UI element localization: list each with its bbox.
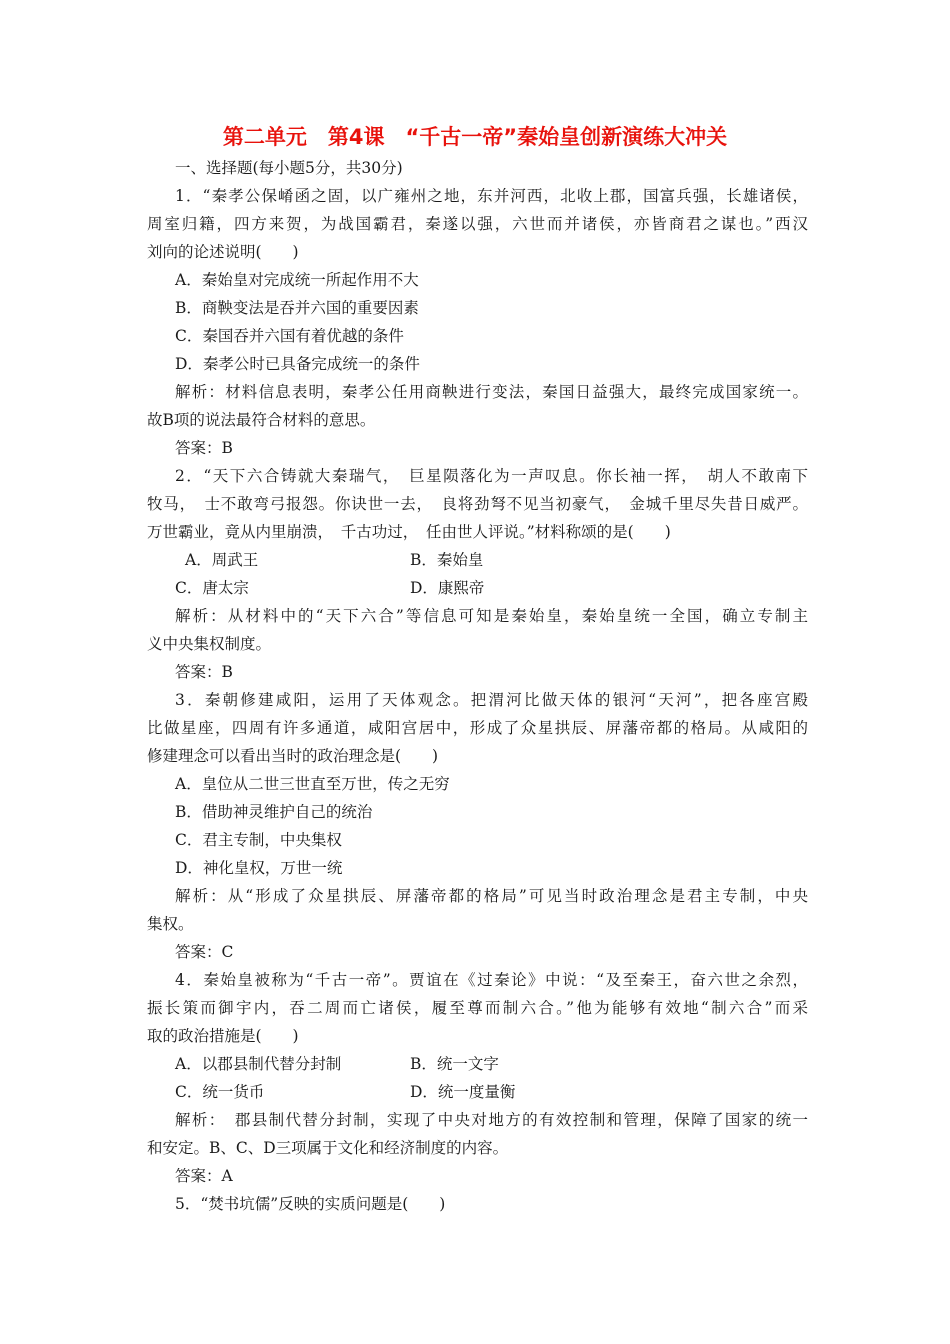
question-4-stem-line-3: 取的政治措施是( ) (147, 1027, 299, 1045)
question-4-explanation-line-1: 解析： 郡县制代替分封制，实现了中央对地方的有效控制和管理，保障了国家的统一 (175, 1111, 808, 1129)
question-2-stem-line-2: 牧马， 士不敢弯弓报怨。你诀世一去， 良将劲弩不见当初豪气， 金城千里尽失昔日威严。 (147, 495, 808, 513)
question-2-stem-line-3: 万世霸业，竟从内里崩溃， 千古功过， 任由世人评说。”材料称颂的是( ) (147, 523, 671, 541)
question-1-option-c: C．秦国吞并六国有着优越的条件 (175, 327, 404, 345)
question-1-answer: 答案：B (175, 439, 233, 457)
question-2-stem-line-1: 2．“天下六合铸就大秦瑞气， 巨星陨落化为一声叹息。你长袖一挥， 胡人不敢南下 (175, 467, 808, 485)
question-2-explanation-line-1: 解析：从材料中的“天下六合”等信息可知是秦始皇，秦始皇统一全国，确立专制主 (175, 607, 808, 625)
question-4-explanation-line-2: 和安定。B、C、D三项属于文化和经济制度的内容。 (147, 1139, 509, 1157)
question-1-explanation-line-2: 故B项的说法最符合材料的意思。 (147, 411, 376, 429)
question-3-option-d: D．神化皇权，万世一统 (175, 859, 343, 877)
question-3-stem-line-2: 比做星座，四周有许多通道，咸阳宫居中，形成了众星拱辰、屏藩帝都的格局。从咸阳的 (147, 719, 808, 737)
question-3-option-c: C．君主专制，中央集权 (175, 831, 342, 849)
question-3-answer: 答案：C (175, 943, 234, 961)
question-3-option-b: B．借助神灵维护自己的统治 (175, 803, 373, 821)
page-title: 第二单元 第4课 “千古一帝”秦始皇创新演练大冲关 (222, 125, 728, 149)
section-heading: 一、选择题(每小题5分，共30分) (175, 159, 403, 177)
question-3-stem-line-3: 修建理念可以看出当时的政治理念是( ) (147, 747, 439, 765)
question-1-stem-line-2: 周室归籍，四方来贺，为战国霸君，秦遂以强，六世而并诸侯，亦皆商君之谋也。”西汉 (147, 215, 808, 233)
question-4-option-d: D．统一度量衡 (410, 1083, 516, 1101)
question-1-option-d: D．秦孝公时已具备完成统一的条件 (175, 355, 420, 373)
question-4-option-b: B．统一文字 (410, 1055, 499, 1073)
question-3-stem-line-1: 3．秦朝修建咸阳，运用了天体观念。把渭河比做天体的银河“天河”，把各座宫殿 (175, 691, 808, 709)
question-2-answer: 答案：B (175, 663, 233, 681)
question-1-stem-line-1: 1．“秦孝公保崤函之固，以广雍州之地，东并河西，北收上郡，国富兵强，长雄诸侯， (175, 187, 808, 205)
question-4-answer: 答案：A (175, 1167, 233, 1185)
question-3-option-a: A．皇位从二世三世直至万世，传之无穷 (175, 775, 450, 793)
question-2-explanation-line-2: 义中央集权制度。 (147, 635, 272, 653)
question-2-option-a: A．周武王 (185, 551, 259, 569)
question-5-stem-line-1: 5．“焚书坑儒”反映的实质问题是( ) (175, 1195, 446, 1213)
question-1-option-b: B．商鞅变法是吞并六国的重要因素 (175, 299, 419, 317)
question-2-option-c: C．唐太宗 (175, 579, 249, 597)
question-4-option-a: A．以郡县制代替分封制 (175, 1055, 342, 1073)
question-4-stem-line-1: 4．秦始皇被称为“千古一帝”。贾谊在《过秦论》中说：“及至秦王，奋六世之余烈， (175, 971, 808, 989)
question-2-option-d: D．康熙帝 (410, 579, 485, 597)
question-4-option-c: C．统一货币 (175, 1083, 265, 1101)
question-1-explanation-line-1: 解析：材料信息表明，秦孝公任用商鞅进行变法，秦国日益强大，最终完成国家统一。 (175, 383, 808, 401)
question-3-explanation-line-2: 集权。 (147, 915, 194, 933)
question-1-option-a: A．秦始皇对完成统一所起作用不大 (175, 271, 419, 289)
question-2-option-b: B．秦始皇 (410, 551, 484, 569)
question-3-explanation-line-1: 解析：从“形成了众星拱辰、屏藩帝都的格局”可见当时政治理念是君主专制，中央 (175, 887, 808, 905)
question-1-stem-line-3: 刘向的论述说明( ) (147, 243, 299, 261)
question-4-stem-line-2: 振长策而御宇内，吞二周而亡诸侯，履至尊而制六合。”他为能够有效地“制六合”而采 (147, 999, 808, 1017)
